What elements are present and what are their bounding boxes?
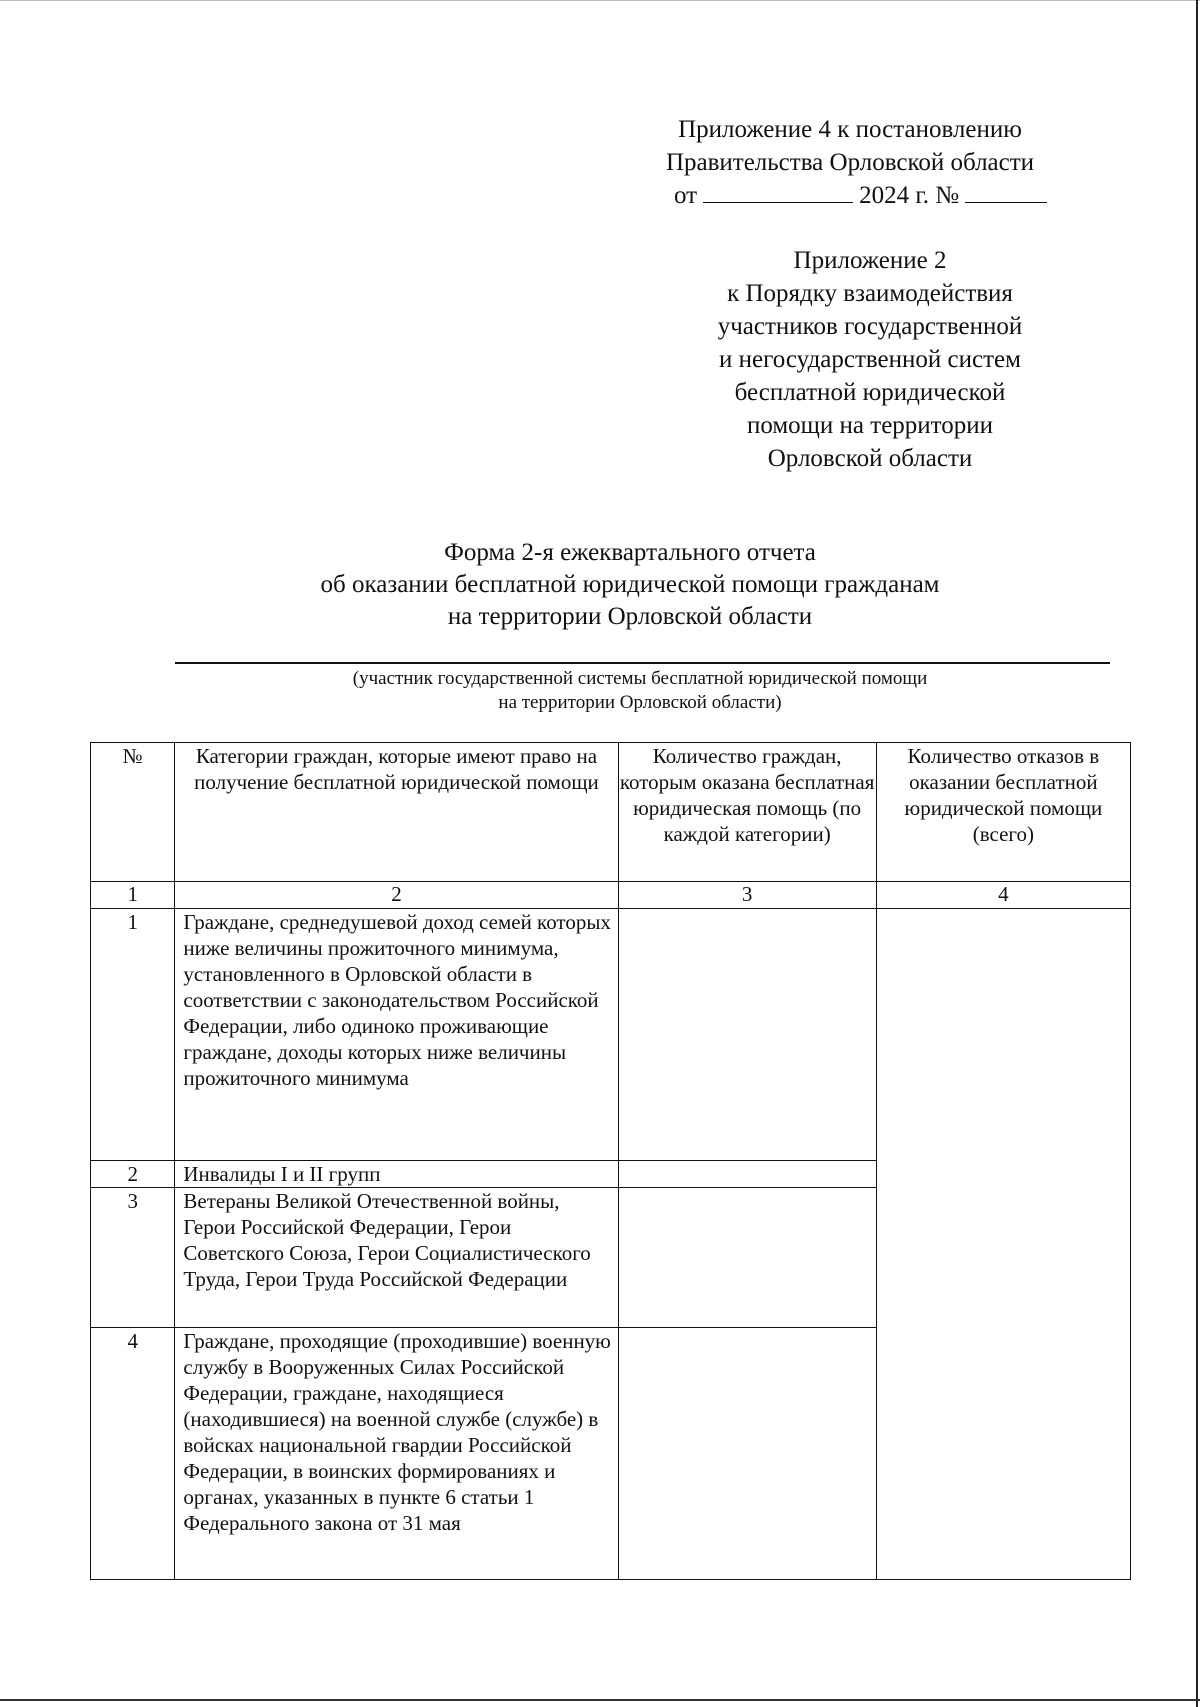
table-row bbox=[91, 909, 1131, 1161]
appendix-2-line: к Порядку взаимодействия bbox=[727, 280, 1013, 307]
table-header-row bbox=[91, 743, 1131, 882]
scan-edge-right bbox=[1196, 0, 1198, 1707]
column-index-row bbox=[91, 882, 1131, 909]
row-category: Граждане, проходящие (проходившие) военную службу в Вооруженных Силах Российской Федерации, граждане, находящиеся (находившиеся) на военной службе (службе) в войсках национальной гвардии Российской Федерации, в воинских формированиях и органах, указанных в пункте 6 статьи 1 Федерального закона от 31 мая bbox=[175, 1328, 618, 1580]
refusals-total-cell[interactable] bbox=[876, 909, 1130, 1580]
header-citizens-count: Количество граждан, которым оказана бесплатная юридическая помощь (по каждой категории) bbox=[618, 743, 876, 882]
column-index: 2 bbox=[175, 882, 618, 909]
form-title-line: Форма 2-я ежеквартального отчета bbox=[444, 539, 816, 566]
column-index: 3 bbox=[618, 882, 876, 909]
participant-caption bbox=[250, 667, 1030, 715]
appendix-2-line: участников государственной bbox=[717, 313, 1023, 340]
form-title bbox=[200, 537, 1060, 633]
appendix-2-header bbox=[680, 244, 1060, 475]
row-number: 4 bbox=[91, 1328, 175, 1580]
citizens-count-cell[interactable] bbox=[618, 909, 876, 1161]
date-blank bbox=[703, 182, 853, 203]
date-prefix: от bbox=[674, 182, 698, 209]
form-title-line: на территории Орловской области bbox=[447, 603, 813, 630]
header-refusals-count: Количество отказов в оказании бесплатной юридической помощи (всего) bbox=[876, 743, 1130, 882]
citizens-count-cell[interactable] bbox=[618, 1161, 876, 1188]
appendix-2-line: и негосударственной систем bbox=[719, 346, 1021, 373]
participant-caption-line: (участник государственной системы бесплатной юридической помощи bbox=[352, 668, 928, 689]
appendix-2-line: Приложение 2 bbox=[793, 247, 947, 274]
column-index: 4 bbox=[876, 882, 1130, 909]
appendix-2-line: Орловской области bbox=[767, 445, 973, 472]
participant-fill-line bbox=[175, 662, 1110, 664]
scan-edge-top bbox=[0, 0, 1200, 1]
row-category: Ветераны Великой Отечественной войны, Герои Российской Федерации, Герои Советского Союза, Герои Социалистического Труда, Герои Труда Российской Федерации bbox=[175, 1188, 618, 1328]
row-number: 3 bbox=[91, 1188, 175, 1328]
row-number: 2 bbox=[91, 1161, 175, 1188]
column-index: 1 bbox=[91, 882, 175, 909]
row-number: 1 bbox=[91, 909, 175, 1161]
appendix-2-line: помощи на территории bbox=[746, 412, 994, 439]
appendix-2-line: бесплатной юридической bbox=[734, 379, 1006, 406]
number-blank bbox=[965, 182, 1047, 203]
citizens-count-cell[interactable] bbox=[618, 1328, 876, 1580]
citizens-count-cell[interactable] bbox=[618, 1188, 876, 1328]
appendix-4-date-line bbox=[620, 179, 1080, 212]
header-category: Категории граждан, которые имеют право на получение бесплатной юридической помощи bbox=[175, 743, 618, 882]
form-title-line: об оказании бесплатной юридической помощи гражданам bbox=[320, 571, 940, 598]
header-number: № bbox=[91, 743, 175, 882]
date-year-number: 2024 г. № bbox=[859, 182, 960, 209]
appendix-4-header bbox=[620, 113, 1080, 212]
participant-caption-line: на территории Орловской области) bbox=[498, 692, 782, 713]
scan-edge-bottom bbox=[0, 1699, 1200, 1701]
report-table bbox=[90, 742, 1131, 1580]
row-category: Граждане, среднедушевой доход семей которых ниже величины прожиточного минимума, установленного в Орловской области в соответствии с законодательством Российской Федерации, либо одиноко проживающие граждане, доходы которых ниже величины прожиточного минимума bbox=[175, 909, 618, 1161]
appendix-4-line2: Правительства Орловской области bbox=[665, 149, 1035, 176]
row-category: Инвалиды I и II групп bbox=[175, 1161, 618, 1188]
appendix-4-line1: Приложение 4 к постановлению bbox=[678, 116, 1022, 143]
